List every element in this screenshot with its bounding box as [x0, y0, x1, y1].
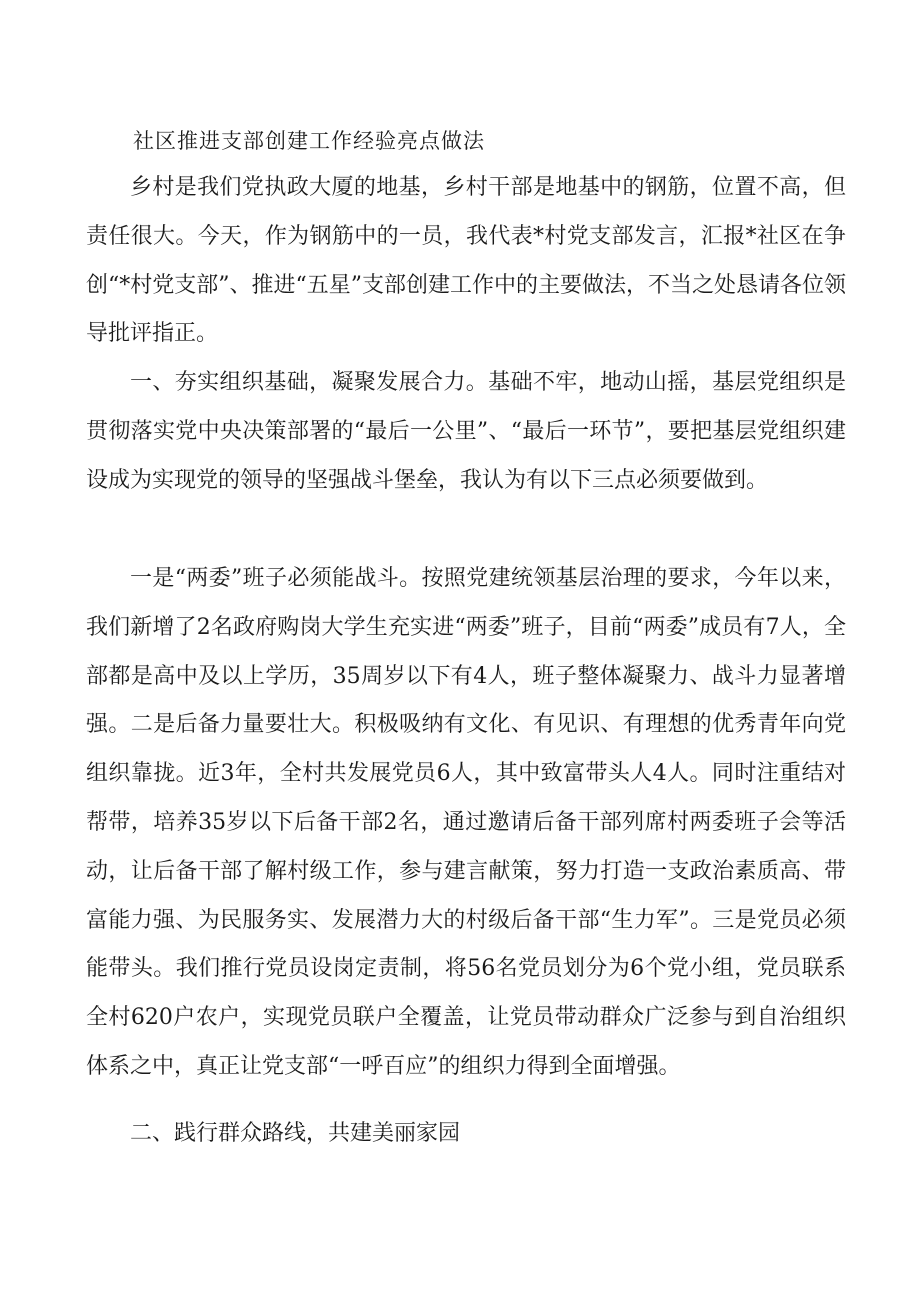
paragraph-section-two-heading: 二、践行群众路线，共建美丽家园	[130, 1121, 461, 1146]
paragraph-section-one: 一、夯实组织基础，凝聚发展合力。基础不牢，地动山摇，基层党组织是贯彻落实党中央决策部署的“最后一公里”、“最后一环节”，要把基层党组织建设成为实现党的领导的坚强战斗堡垒，我认为有以下三点必须要做到。	[86, 370, 846, 493]
document-title: 社区推进支部创建工作经验亮点做法	[133, 129, 485, 153]
paragraph-intro: 乡村是我们党执政大厦的地基，乡村干部是地基中的钢筋，位置不高，但责任很大。今天，作为钢筋中的一员，我代表*村党支部发言，汇报*社区在争创“*村党支部”、推进“五星”支部创建工作中的主要做法，不当之处恳请各位领导批评指正。	[86, 175, 846, 347]
paragraph-section-one-details: 一是“两委”班子必须能战斗。按照党建统领基层治理的要求，今年以来，我们新增了2名政府购岗大学生充实进“两委”班子，目前“两委”成员有7人，全部都是高中及以上学历，35周岁以下有4人，班子整体凝聚力、战斗力显著增强。二是后备力量要壮大。积极吸纳有文化、有见识、有理想的优秀青年向党组织靠拢。近3年，全村共发展党员6人，其中致富带头人4人。同时注重结对帮带，培养35岁以下后备干部2名，通过邀请后备干部列席村两委班子会等活动，让后备干部了解村级工作，参与建言献策，努力打造一支政治素质高、带富能力强、为民服务实、发展潜力大的村级后备干部“生力军”。三是党员必须能带头。我们推行党员设岗定责制，将56名党员划分为6个党小组，党员联系全村620户农户，实现党员联户全覆盖，让党员带动群众广泛参与到自治组织体系之中，真正让党支部“一呼百应”的组织力得到全面增强。	[86, 566, 846, 1079]
